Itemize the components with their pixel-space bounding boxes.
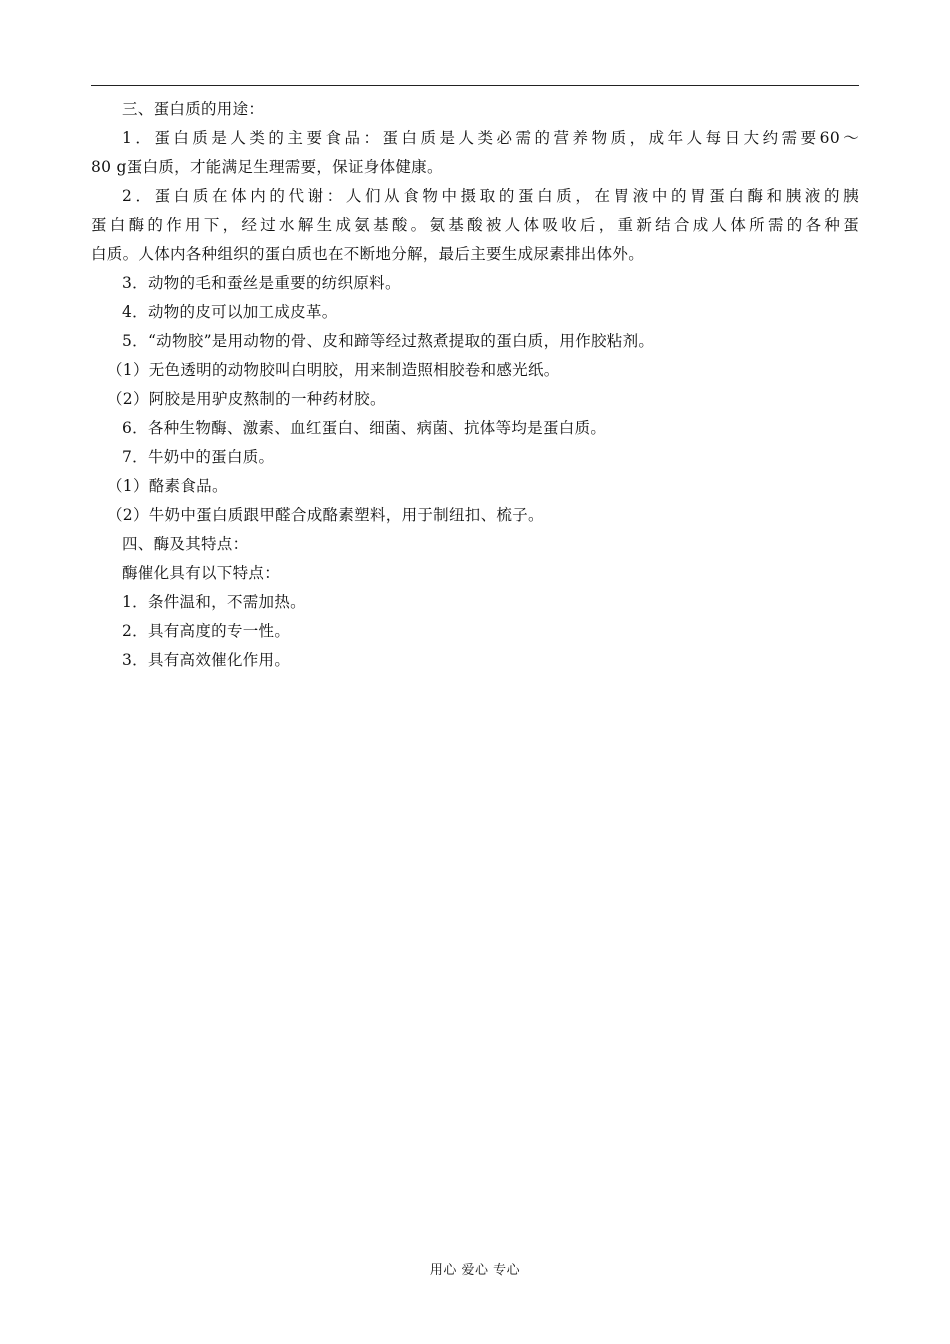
- list-item: 7．牛奶中的蛋白质。: [122, 448, 275, 466]
- paragraph-line: 白质。人体内各种组织的蛋白质也在不断地分解，最后主要生成尿素排出体外。: [91, 245, 645, 263]
- sub-list-item: （1）无色透明的动物胶叫白明胶，用来制造照相胶卷和感光纸。: [107, 361, 560, 379]
- paragraph-line: 1．蛋白质是人类的主要食品：蛋白质是人类必需的营养物质，成年人每日大约需要60～: [122, 129, 859, 147]
- header-rule: [91, 85, 859, 86]
- list-item: 3．动物的毛和蚕丝是重要的纺织原料。: [122, 274, 401, 292]
- document-body: [91, 95, 859, 675]
- list-item: 3．具有高效催化作用。: [122, 651, 291, 669]
- paragraph-line: 酶催化具有以下特点：: [122, 564, 281, 582]
- list-item: 5．“动物胶”是用动物的骨、皮和蹄等经过熬煮提取的蛋白质，用作胶粘剂。: [122, 332, 655, 350]
- list-item: 4．动物的皮可以加工成皮革。: [122, 303, 338, 321]
- page-footer: 用心 爱心 专心: [429, 1263, 521, 1278]
- sub-list-item: （2）牛奶中蛋白质跟甲醛合成酪素塑料，用于制纽扣、梳子。: [107, 506, 544, 524]
- section-heading-enzymes: 四、酶及其特点：: [122, 535, 249, 553]
- sub-list-item: （2）阿胶是用驴皮熬制的一种药材胶。: [107, 390, 386, 408]
- paragraph-line: 2．蛋白质在体内的代谢：人们从食物中摄取的蛋白质，在胃液中的胃蛋白酶和胰液的胰: [122, 187, 859, 205]
- paragraph-line: 80 g蛋白质，才能满足生理需要，保证身体健康。: [91, 158, 443, 176]
- list-item: 2．具有高度的专一性。: [122, 622, 291, 640]
- list-item: 1．条件温和，不需加热。: [122, 593, 306, 611]
- list-item: 6．各种生物酶、激素、血红蛋白、细菌、病菌、抗体等均是蛋白质。: [122, 419, 607, 437]
- paragraph-line: 蛋白酶的作用下，经过水解生成氨基酸。氨基酸被人体吸收后，重新结合成人体所需的各种蛋: [91, 216, 859, 234]
- section-heading-uses: 三、蛋白质的用途：: [122, 100, 265, 118]
- sub-list-item: （1）酪素食品。: [107, 477, 228, 495]
